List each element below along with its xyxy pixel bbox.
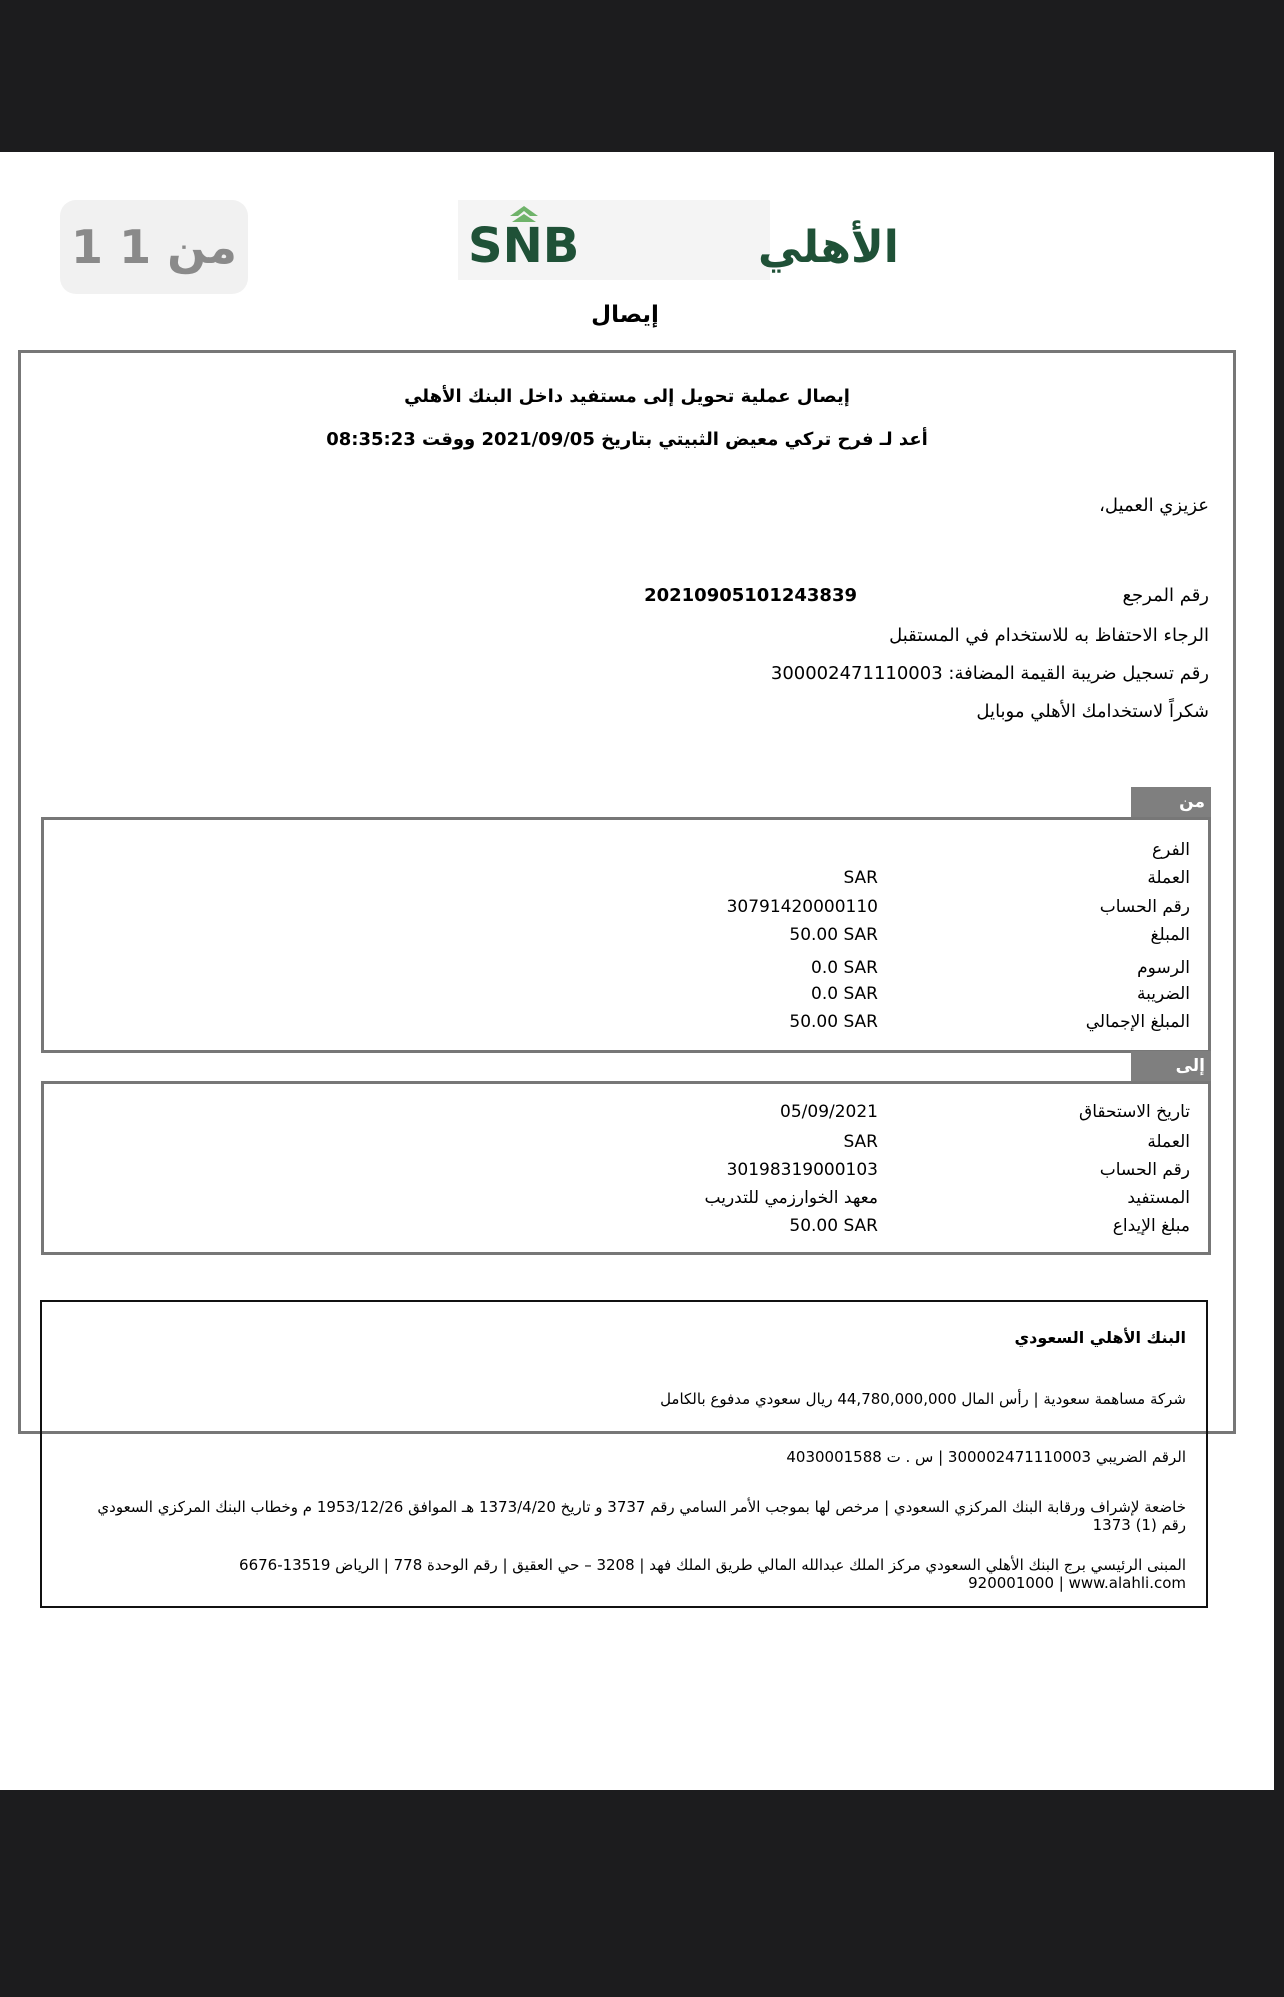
document-title: إيصال: [591, 302, 659, 328]
snb-logo-icon: [458, 200, 899, 280]
from-value: 50.00 SAR: [789, 1012, 878, 1032]
to-label: رقم الحساب: [1099, 1160, 1190, 1180]
snb-logo: [458, 200, 899, 280]
from-label: المبلغ الإجمالي: [1085, 1012, 1190, 1032]
to-value: معهد الخوارزمي للتدريب: [704, 1188, 878, 1208]
to-row-currency: [44, 1132, 1208, 1158]
from-row-total: [44, 1012, 1208, 1038]
to-row-beneficiary: [44, 1188, 1208, 1214]
greeting: عزيزي العميل،: [1099, 495, 1209, 516]
bank-footer: [40, 1300, 1208, 1608]
to-value: 50.00 SAR: [789, 1216, 878, 1236]
from-row-account: [44, 897, 1208, 923]
from-value: SAR: [843, 868, 878, 888]
from-label: المبلغ: [1150, 925, 1190, 945]
from-row-branch: [44, 840, 1208, 866]
from-row-currency: [44, 868, 1208, 894]
to-label: العملة: [1147, 1132, 1190, 1152]
to-value: 05/09/2021: [780, 1102, 878, 1122]
logo-arabic-text: الأهلي: [758, 222, 899, 273]
prepared-by-line: أعد لـ فرح تركي معيض الثبيتي بتاريخ 2021/09/05 ووقت 08:35:23: [326, 429, 928, 450]
to-label: تاريخ الاستحقاق: [1079, 1102, 1190, 1122]
to-value: 30198319000103: [726, 1160, 878, 1180]
to-section-tab: إلى: [1131, 1051, 1211, 1081]
from-label: العملة: [1147, 868, 1190, 888]
to-row-account: [44, 1160, 1208, 1186]
thanks-line: شكراً لاستخدامك الأهلي موبايل: [976, 701, 1209, 722]
from-label: الفرع: [1151, 840, 1190, 860]
page-indicator: 1 من 1: [60, 200, 248, 294]
footer-regulation-line: خاضعة لإشراف ورقابة البنك المركزي السعودي | مرخص لها بموجب الأمر السامي رقم 3737 و تاريخ 1373/4/20 هـ الموافق 1953/12/26 م وخطاب البنك المركزي السعودي: [97, 1498, 1186, 1516]
footer-tax-line: الرقم الضريبي 300002471110003 | س . ت 4030001588: [786, 1448, 1186, 1466]
reference-number: 20210905101243839: [644, 585, 857, 606]
footer-contact-line[interactable]: 920001000 | www.alahli.com: [968, 1574, 1186, 1592]
from-section-tab: من: [1131, 787, 1211, 817]
keep-note: الرجاء الاحتفاظ به للاستخدام في المستقبل: [889, 625, 1209, 646]
footer-address-line: المبنى الرئيسي برج البنك الأهلي السعودي مركز الملك عبدالله المالي طريق الملك فهد | 3208 – حي العقيق | رقم الوحدة 778 | الرياض 13519-6676: [239, 1556, 1186, 1574]
to-section-box: [41, 1081, 1211, 1255]
from-row-fees: [44, 958, 1208, 984]
from-value: 30791420000110: [726, 897, 878, 917]
from-row-tax: [44, 984, 1208, 1010]
from-value: 0.0 SAR: [811, 984, 878, 1004]
from-label: الضريبة: [1136, 984, 1190, 1004]
from-label: رقم الحساب: [1099, 897, 1190, 917]
to-row-due-date: [44, 1102, 1208, 1128]
receipt-heading: إيصال عملية تحويل إلى مستفيد داخل البنك الأهلي: [404, 386, 850, 407]
footer-bank-name: البنك الأهلي السعودي: [1014, 1328, 1186, 1347]
receipt-page: [0, 152, 1274, 1790]
to-label: المستفيد: [1127, 1188, 1190, 1208]
from-section-box: [41, 817, 1211, 1053]
footer-company-line: شركة مساهمة سعودية | رأس المال 44,780,000,000 ريال سعودي مدفوع بالكامل: [660, 1390, 1186, 1408]
to-row-deposit-amount: [44, 1216, 1208, 1242]
from-value: 50.00 SAR: [789, 925, 878, 945]
footer-regulation-number: رقم (1) 1373: [1092, 1516, 1186, 1534]
reference-label: رقم المرجع: [1122, 585, 1209, 606]
from-row-amount: [44, 925, 1208, 951]
to-label: مبلغ الإيداع: [1112, 1216, 1190, 1236]
to-value: SAR: [843, 1132, 878, 1152]
logo-latin-text: SNB: [468, 218, 580, 274]
from-label: الرسوم: [1137, 958, 1190, 978]
vat-line: رقم تسجيل ضريبة القيمة المضافة: 300002471110003: [770, 663, 1209, 684]
from-value: 0.0 SAR: [811, 958, 878, 978]
receipt-frame: [18, 350, 1236, 1434]
